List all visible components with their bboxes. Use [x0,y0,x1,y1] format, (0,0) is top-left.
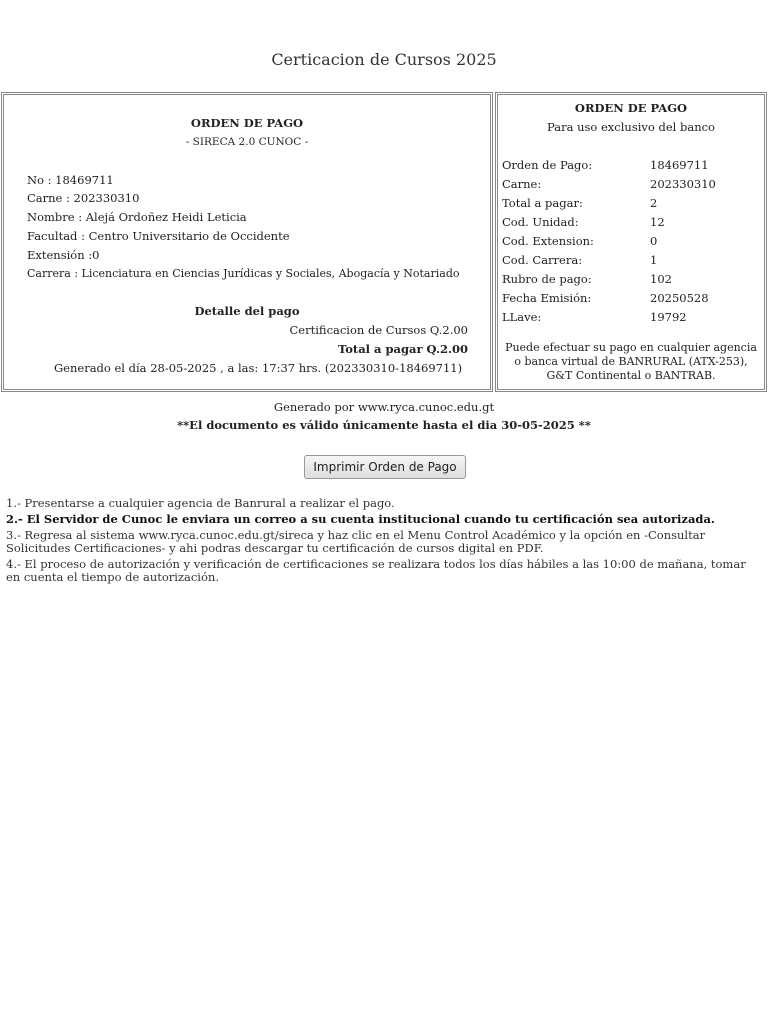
payment-detail-heading: Detalle del pago [194,304,300,318]
generated-by: Generado por www.ryca.cunoc.edu.gt [273,400,495,414]
bank-field-label: Fecha Emisión: [502,291,592,305]
validity-notice: **El documento es válido únicamente hasta el dia 30-05-2025 ** [177,418,591,432]
total-to-pay: Total a pagar Q.2.00 [337,342,468,356]
nombre: Nombre : Alejá Ordoñez Heidi Leticia [27,210,247,224]
generated-timestamp: Generado el día 28-05-2025 , a las: 17:37 hrs. (202330310-18469711) [54,361,463,375]
instruction-item: 2.- El Servidor de Cunoc le enviara un correo a su cuenta institucional cuando tu certificación sea autorizada. [6,512,715,526]
bank-field-label: Cod. Carrera: [502,253,583,267]
extension: Extensión :0 [27,248,100,262]
instruction-item: 3.- Regresa al sistema www.ryca.cunoc.edu.gt/sireca y haz clic en el Menu Control Académico y la opción en -Consultar Solicitudes Certificaciones- y ahi podras descargar tu certificación de cursos digital en PDF. [6,528,706,555]
bank-note-line2: o banca virtual de BANRURAL (ATX-253), [514,355,748,368]
facultad: Facultad : Centro Universitario de Occidente [27,229,290,243]
bank-field-value: 19792 [650,310,687,324]
page-title: Certicacion de Cursos 2025 [271,50,497,69]
bank-field-label: Rubro de pago: [502,272,592,286]
payment-detail-item: Certificacion de Cursos Q.2.00 [289,323,468,337]
instructions-list [6,497,762,587]
bank-field-value: 20250528 [650,291,709,305]
right-box-subheading: Para uso exclusivo del banco [547,120,715,134]
payment-order-left-box [1,92,493,392]
bank-note-line3: G&T Continental o BANTRAB. [546,369,716,382]
print-order-button[interactable]: Imprimir Orden de Pago [304,455,466,479]
order-number: No : 18469711 [27,173,114,187]
right-box-heading: ORDEN DE PAGO [574,101,688,115]
bank-field-label: Carne: [502,177,542,191]
carne: Carne : 202330310 [27,191,140,205]
instruction-item: 4.- El proceso de autorización y verificación de certificaciones se realizara todos los días hábiles a las 10:00 de mañana, tomar en cuenta el tiempo de autorización. [6,557,746,584]
bank-field-label: Orden de Pago: [502,158,593,172]
bank-field-label: Total a pagar: [502,196,583,210]
payment-order-right-box [495,92,767,392]
bank-field-value: 202330310 [650,177,716,191]
bank-field-label: Cod. Extension: [502,234,594,248]
bank-field-value: 102 [650,272,672,286]
carrera: Carrera : Licenciatura en Ciencias Jurídicas y Sociales, Abogacía y Notariado [27,267,460,280]
bank-field-value: 18469711 [650,158,709,172]
bank-field-value: 2 [650,196,658,210]
payment-order-tables [0,92,768,396]
bank-field-value: 12 [650,215,665,229]
instruction-item: 1.- Presentarse a cualquier agencia de Banrural a realizar el pago. [6,496,395,510]
left-box-subheading: - SIRECA 2.0 CUNOC - [185,136,309,148]
bank-field-value: 0 [650,234,658,248]
bank-field-label: Cod. Unidad: [502,215,579,229]
bank-field-label: LLave: [502,310,542,324]
left-box-heading: ORDEN DE PAGO [190,116,304,130]
bank-field-value: 1 [650,253,658,267]
bank-note-line1: Puede efectuar su pago en cualquier agencia [505,341,757,354]
